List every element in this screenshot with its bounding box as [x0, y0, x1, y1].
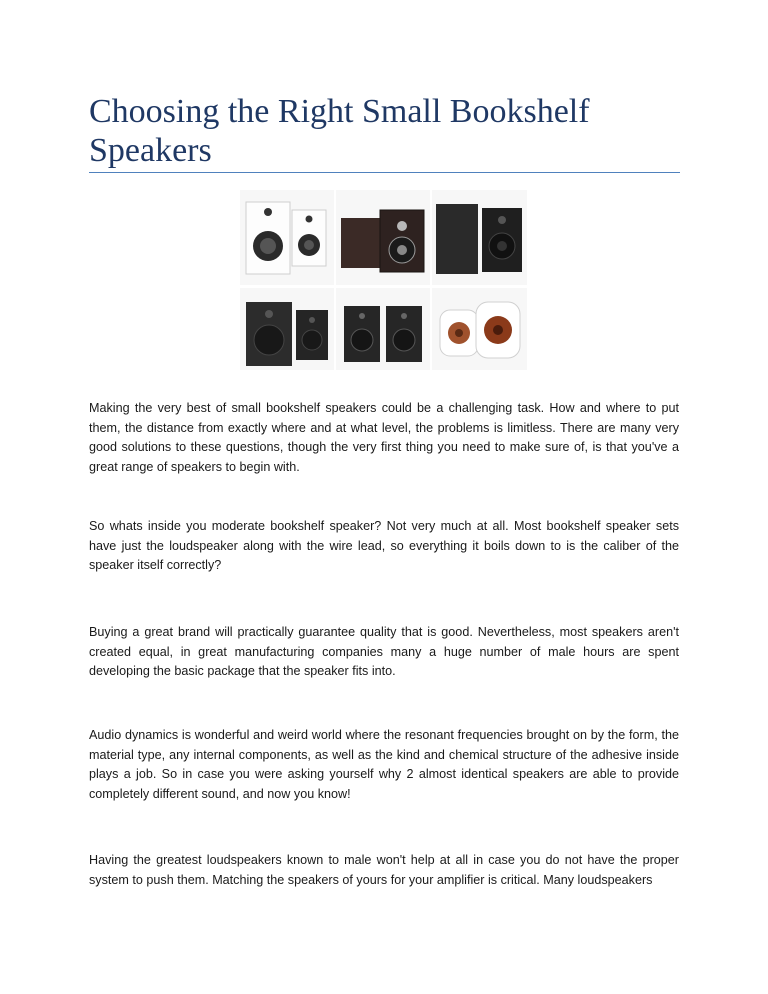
page-title: Choosing the Right Small Bookshelf Speakers	[89, 93, 590, 169]
speaker-image-gallery	[240, 190, 527, 370]
paragraph-2: So whats inside you moderate bookshelf speaker? Not very much at all. Most bookshelf speaker sets have just the loudspeaker along with the wire lead, so everything it boils down to is the caliber of the speaker itself correctly?	[89, 519, 679, 572]
black-bookshelf-speakers-image	[240, 288, 334, 370]
paragraph-3: Buying a great brand will practically guarantee quality that is good. Nevertheless, most speakers aren't created equal, in great manufacturing companies many a huge number of male hours are spent developing the basic package that the speaker fits into.	[89, 625, 679, 678]
dark-wood-speaker-image	[336, 190, 430, 285]
black-speaker-pair-image	[432, 190, 527, 285]
white-coaxial-speakers-image	[432, 288, 527, 370]
white-speaker-pair-image	[240, 190, 334, 285]
paragraph-4: Audio dynamics is wonderful and weird world where the resonant frequencies brought on by the form, the material type, any internal components, as well as the kind and chemical structure of the adhesive inside plays a job. So in case you were asking yourself why 2 almost identical speakers are able to provide completely different sound, and now you know!	[89, 728, 679, 801]
paragraph-1: Making the very best of small bookshelf speakers could be a challenging task. How and where to put them, the distance from exactly where and at what level, the problems is limitless. There are many very good solutions to these questions, though the very first thing you need to make sure of, is that you've a great range of speakers to begin with.	[89, 401, 679, 474]
title-underline	[89, 172, 680, 173]
black-speaker-pair-small-image	[336, 288, 430, 370]
paragraph-5: Having the greatest loudspeakers known to male won't help at all in case you do not have the proper system to push them. Matching the speakers of yours for your amplifier is critical. Many loudspeakers	[89, 853, 679, 887]
